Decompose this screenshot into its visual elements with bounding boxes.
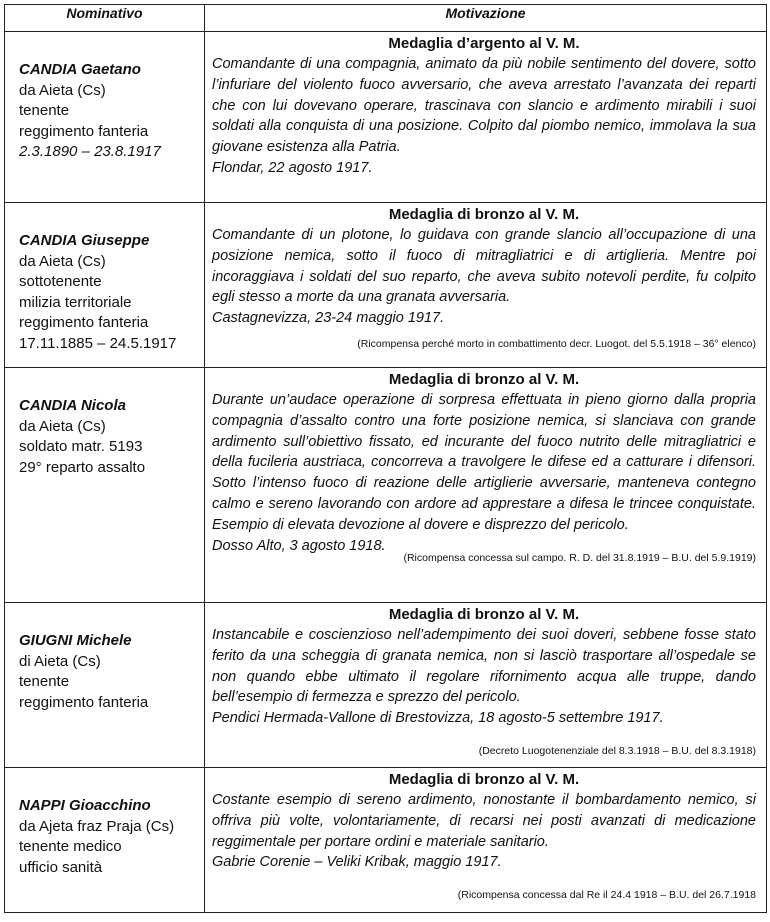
- citation-place-date: Flondar, 22 agosto 1917.: [212, 159, 373, 176]
- person-name: CANDIA Nicola: [19, 397, 126, 414]
- header-row: [5, 5, 767, 32]
- award-note: (Ricompensa concessa sul campo. R. D. del 31.8.1919 – B.U. del 5.9.1919): [403, 552, 756, 565]
- name-cell: [5, 32, 205, 203]
- person-detail: 2.3.1890 – 23.8.1917: [19, 143, 161, 160]
- header-name: Nominativo: [5, 5, 205, 32]
- motivation-cell: [205, 768, 767, 913]
- person-name: GIUGNI Michele: [19, 632, 132, 649]
- motivation-cell: [205, 368, 767, 603]
- person-detail: 29° reparto assalto: [19, 458, 146, 476]
- person-detail: da Ajeta fraz Praja (Cs): [19, 817, 175, 835]
- medal-title: Medaglia di bronzo al V. M.: [388, 371, 580, 388]
- medal-title: Medaglia di bronzo al V. M.: [388, 606, 580, 623]
- person-detail: reggimento fanteria: [19, 693, 149, 711]
- table-row: [5, 203, 767, 368]
- award-note: (Ricompensa concessa dal Re il 24.4 1918 – B.U. del 26.7.1918: [457, 889, 756, 902]
- person-detail: da Aieta (Cs): [19, 417, 106, 435]
- person-detail: reggimento fanteria: [19, 122, 149, 140]
- table-row: [5, 32, 767, 203]
- person-detail: soldato matr. 5193: [19, 438, 143, 455]
- person-detail: di Aieta (Cs): [19, 652, 101, 670]
- person-detail: tenente: [19, 673, 70, 690]
- motivation-cell: [205, 603, 767, 768]
- person-detail: reggimento fanteria: [19, 314, 149, 331]
- name-cell: [5, 368, 205, 603]
- person-detail: milizia territoriale: [19, 293, 132, 311]
- motivation-cell: [205, 203, 767, 368]
- citation-text: Durante un’audace operazione di sorpresa effettuata in pieno giorno dalla propria compagnia d’assalto contro una forte posizione nemica, si slanciava con grande ardimento sull’obiettivo fissato, ed incurante del fuoco nutrito delle mitragliatrici e della fucileria austriaca, concorreva a travolgere le difese ed a catturare i difensori. Sotto l’intenso fuoco di reazione delle artiglierie avversarie, manteneva contegno calmo e sereno lavorando con ardore ad apprestare a difesa le trincee conquistate. Esempio di elevata devozione al dovere e disprezzo del pericolo.: [212, 392, 756, 533]
- citation-text: Comandante di un plotone, lo guidava con grande slancio all’occupazione di una posizione nemica, sotto il fuoco di mitragliatrici e di artiglieria. Mentre poi incoraggiava i soldati del suo reparto, che aveva subito notevoli perdite, fu colpito egli stesso a morte da una granata avversaria.: [212, 227, 756, 306]
- person-detail: ufficio sanità: [19, 858, 103, 876]
- citation-text: Comandante di una compagnia, animato da più nobile sentimento del dovere, sotto l’infuriare del violento fuoco avversario, che aveva arrestato l’avanzata dei reparti che con lui dovevano operare, trascinava con slancio e ardimento mirabili i suoi soldati alla conquista di una posizione. Colpito dal piombo nemico, immolava la sua giovane esistenza alla Patria.: [212, 56, 756, 156]
- person-detail: tenente: [19, 102, 70, 119]
- citation-text: Instancabile e coscienzioso nell’adempimento dei suoi doveri, sebbene fosse stato ferito da una scheggia di granata nemica, non si lasciò trasportare all’ospedale se non quando ebbe ultimato il regolare rifornimento acqua alle truppe, dando bell’esempio di fermezza e sprezzo del pericolo.: [212, 627, 756, 706]
- citation-text: Costante esempio di sereno ardimento, nonostante il bombardamento nemico, si offriva più volte, volontariamente, di recarsi nei posti avanzati di medicazione reggimentale per portare ordini e materiale sanitario.: [212, 792, 756, 850]
- person-name: CANDIA Gaetano: [19, 61, 141, 78]
- medal-title: Medaglia di bronzo al V. M.: [388, 206, 580, 223]
- person-detail: 17.11.1885 – 24.5.1917: [19, 334, 177, 352]
- person-detail: da Aieta (Cs): [19, 252, 106, 270]
- medal-title: Medaglia di bronzo al V. M.: [388, 771, 580, 788]
- name-cell: [5, 603, 205, 768]
- award-note: (Ricompensa perché morto in combattimento decr. Luogot. del 5.5.1918 – 36° elenco): [357, 337, 756, 350]
- citation-place-date: Dosso Alto, 3 agosto 1918.: [212, 537, 386, 554]
- citation-place-date: Pendici Hermada-Vallone di Brestovizza, 18 agosto-5 settembre 1917.: [212, 710, 664, 727]
- motivation-cell: [205, 32, 767, 203]
- name-cell: [5, 203, 205, 368]
- table-row: [5, 768, 767, 913]
- table-row: [5, 603, 767, 768]
- award-note: (Decreto Luogotenenziale del 8.3.1918 – B.U. del 8.3.1918): [478, 744, 756, 757]
- person-name: NAPPI Gioacchino: [19, 797, 151, 814]
- name-cell: [5, 768, 205, 913]
- person-detail: sottotenente: [19, 273, 102, 290]
- table-row: [5, 368, 767, 603]
- awards-table: [4, 4, 767, 913]
- citation-place-date: Gabrie Corenie – Veliki Kribak, maggio 1917.: [212, 854, 502, 871]
- header-motivation: Motivazione: [205, 5, 767, 32]
- citation-place-date: Castagnevizza, 23-24 maggio 1917.: [212, 310, 445, 327]
- person-detail: da Aieta (Cs): [19, 81, 106, 99]
- medal-title: Medaglia d’argento al V. M.: [388, 35, 580, 52]
- person-name: CANDIA Giuseppe: [19, 232, 150, 249]
- person-detail: tenente medico: [19, 838, 122, 855]
